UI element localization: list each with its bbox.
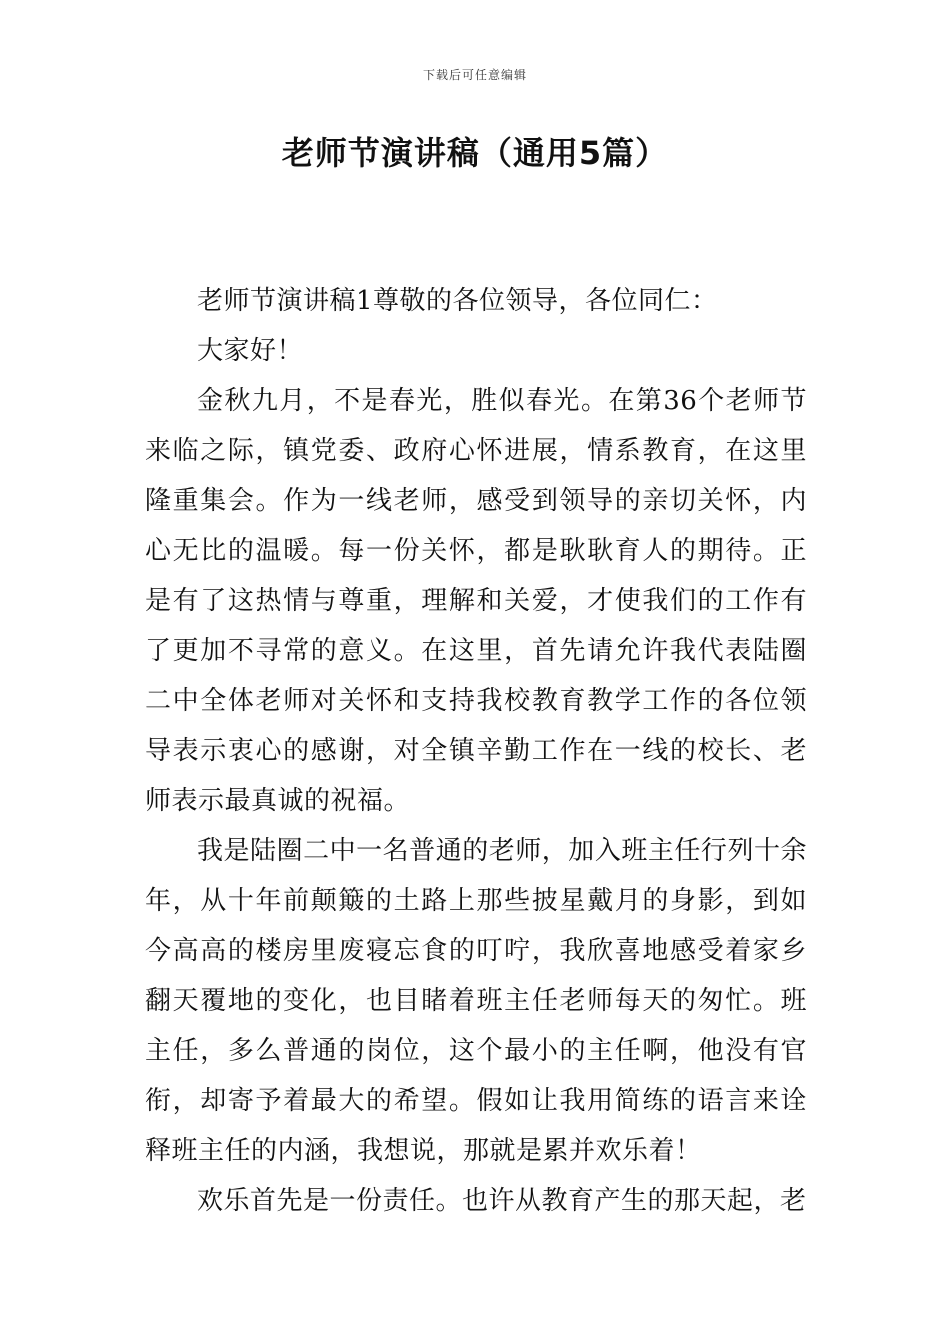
paragraph-body: 金秋九月，不是春光，胜似春光。在第36个老师节来临之际，镇党委、政府心怀进展，情系教育，在这里隆重集会。作为一线老师，感受到领导的亲切关怀，内心无比的温暖。每一份关怀，都是耿耿育人的期待。正是有了这热情与尊重，理解和关爱，才使我们的工作有了更加不寻常的意义。在这里，首先请允许我代表陆圈二中全体老师对关怀和支持我校教育教学工作的各位领导表示衷心的感谢，对全镇辛勤工作在一线的校长、老师表示最真诚的祝福。 [145, 386, 807, 816]
document-title: 老师节演讲稿（通用5篇） [281, 134, 669, 172]
paragraph-greeting: 大家好！ [197, 336, 304, 366]
header-note: 下载后可任意编辑 [422, 68, 527, 82]
paragraph-opening: 老师节演讲稿1尊敬的各位领导，各位同仁： [197, 286, 718, 316]
document-body [145, 276, 807, 1226]
paragraph-body: 我是陆圈二中一名普通的老师，加入班主任行列十余年，从十年前颠簸的土路上那些披星戴月的身影，到如今高高的楼房里废寝忘食的叮咛，我欣喜地感受着家乡翻天覆地的变化，也目睹着班主任老师每天的匆忙。班主任，多么普通的岗位，这个最小的主任啊，他没有官衔，却寄予着最大的希望。假如让我用简练的语言来诠释班主任的内涵，我想说，那就是累并欢乐着！ [145, 836, 807, 1166]
paragraph-body: 欢乐首先是一份责任。也许从教育产生的那天起，老 [197, 1186, 807, 1216]
